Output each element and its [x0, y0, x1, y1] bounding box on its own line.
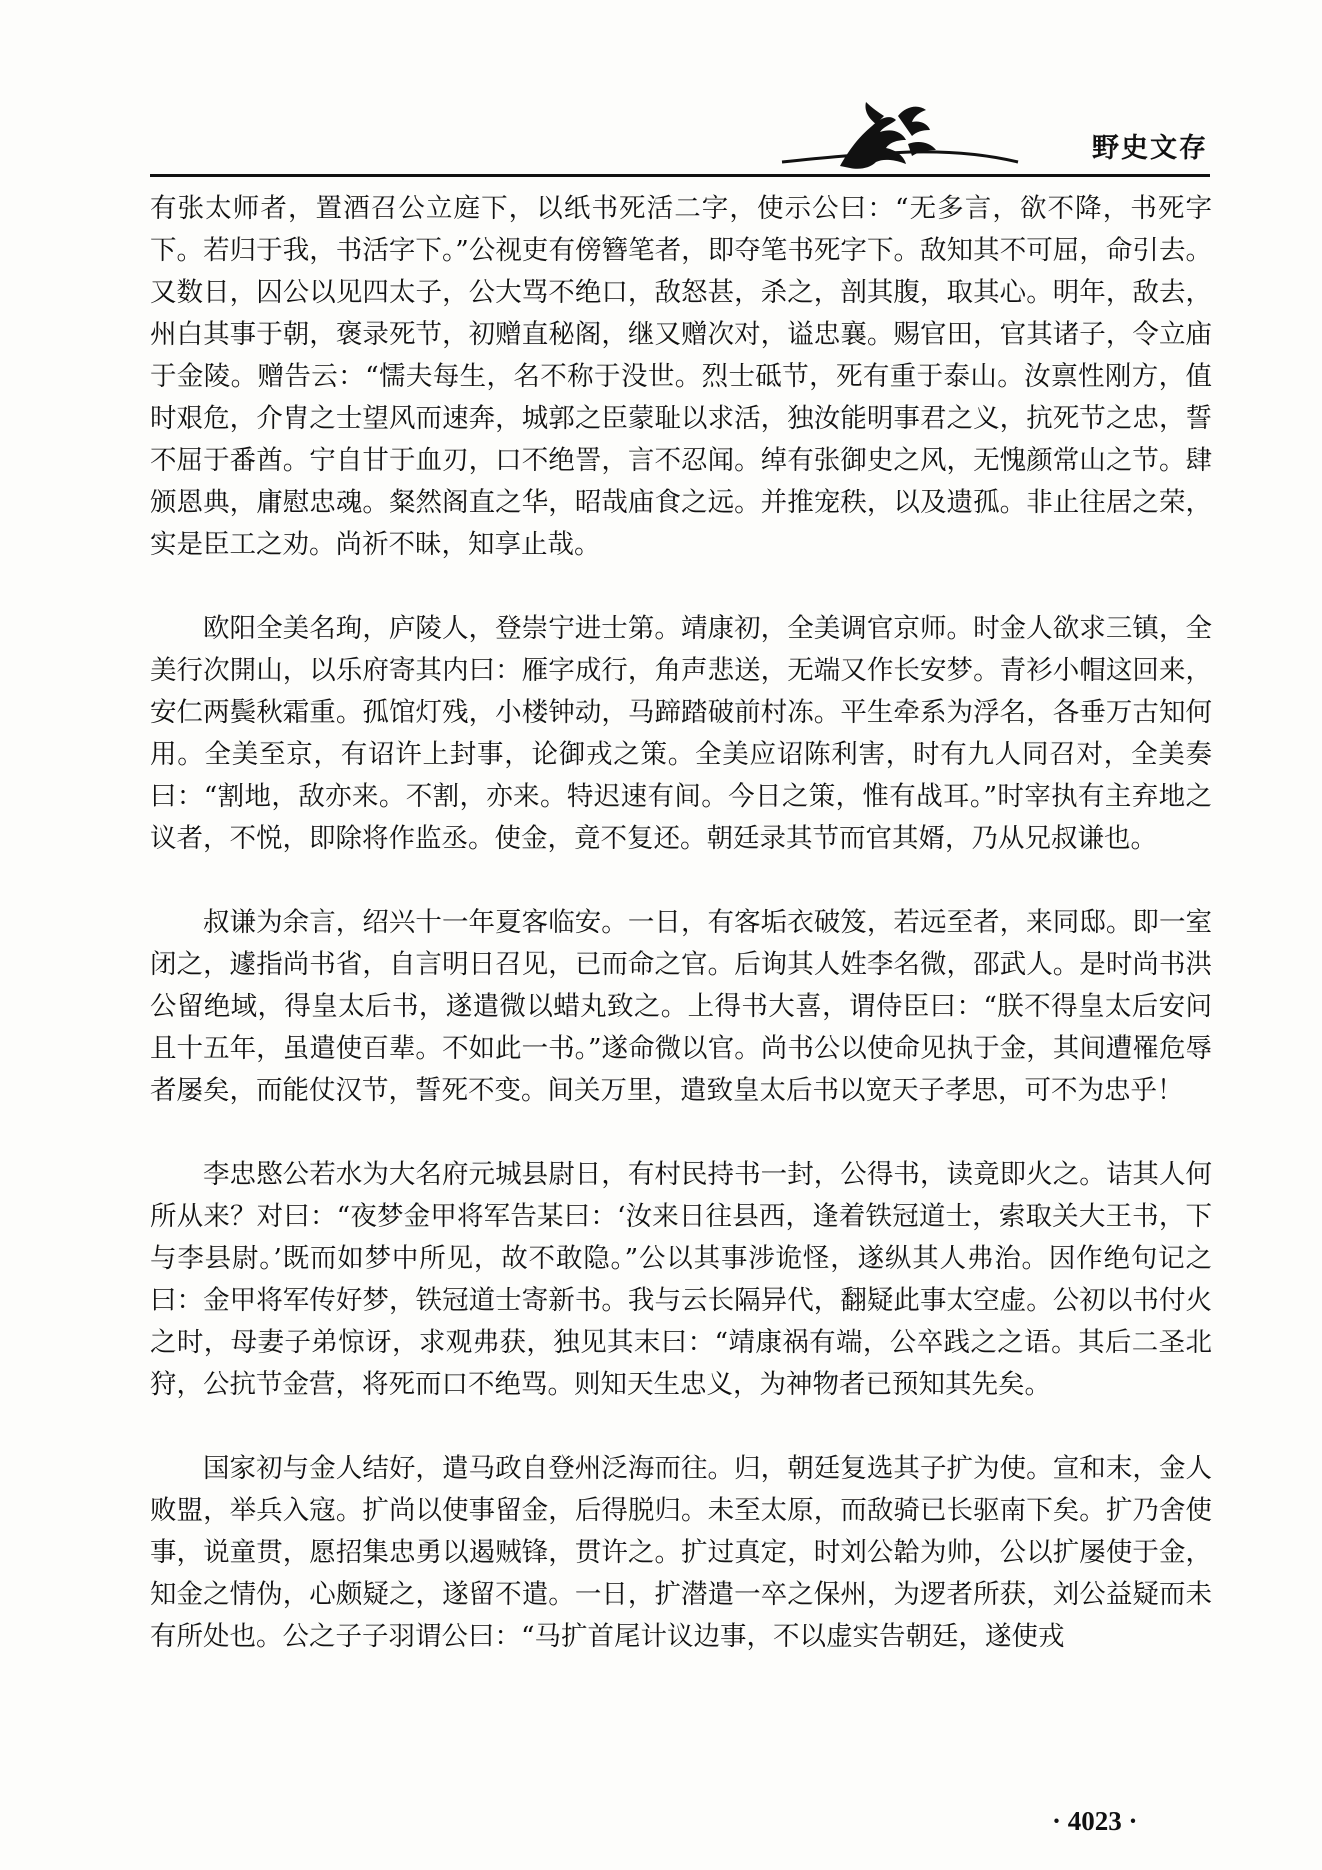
header-divider — [150, 174, 1210, 177]
body-text — [150, 188, 1212, 1700]
paragraph-3: 叔谦为余言，绍兴十一年夏客临安。一日，有客垢衣破笈，若远至者，来同邸。即一室闭之，遽指尚书省，自言明日召见，已而命之官。后询其人姓李名微，邵武人。是时尚书洪公留绝域，得皇太后书，遂遣微以蜡丸致之。上得书大喜，谓侍臣曰：“朕不得皇太后安问且十五年，虽遣使百辈。不如此一书。”遂命微以官。尚书公以使命见执于金，其间遭罹危辱者屡矣，而能仗汉节，誓死不变。间关万里，遣致皇太后书以宽天子孝思，可不为忠乎！ — [150, 907, 1212, 1106]
paragraph-5: 国家初与金人结好，遣马政自登州泛海而往。归，朝廷复选其子扩为使。宣和末，金人败盟，举兵入寇。扩尚以使事留金，后得脱归。未至太原，而敌骑已长驱南下矣。扩乃舍使事，说童贯，愿招集忠勇以遏贼锋，贯许之。扩过真定，时刘公韐为帅，公以扩屡使于金，知金之情伪，心颇疑之，遂留不遣。一日，扩潜遣一卒之保州，为逻者所获，刘公益疑而未有所处也。公之子子羽谓公曰：“马扩首尾计议边事，不以虚实告朝廷，遂使戎 — [150, 1453, 1212, 1652]
dragon-emblem-icon — [780, 96, 1020, 178]
page-header — [150, 96, 1210, 178]
page-number: · 4023 · — [1052, 1806, 1138, 1836]
header-title: 野史文存 — [1092, 133, 1208, 164]
paragraph-1: 有张太师者，置酒召公立庭下，以纸书死活二字，使示公曰：“无多言，欲不降，书死字下。若归于我，书活字下。”公视吏有傍簪笔者，即夺笔书死字下。敌知其不可屈，命引去。又数日，囚公以见四太子，公大骂不绝口，敌怒甚，杀之，剖其腹，取其心。明年，敌去，州白其事于朝，褒录死节，初赠直秘阁，继又赠次对，谥忠襄。赐官田，官其诸子，令立庙于金陵。赠告云：“懦夫每生，名不称于没世。烈士砥节，死有重于泰山。汝禀性刚方，值时艰危，介胄之士望风而速奔，城郭之臣蒙耻以求活，独汝能明事君之义，抗死节之忠，誓不屈于番酋。宁自甘于血刃，口不绝詈，言不忍闻。绰有张御史之风，无愧颜常山之节。肆颁恩典，庸慰忠魂。粲然阁直之华，昭哉庙食之远。并推宠秩，以及遗孤。非止往居之荣，实是臣工之劝。尚祈不昧，知享止哉。 — [150, 193, 1212, 560]
paragraph-4: 李忠愍公若水为大名府元城县尉日，有村民持书一封，公得书，读竟即火之。诘其人何所从来？对曰：“夜梦金甲将军告某曰：‘汝来日往县西，逢着铁冠道士，索取关大王书，下与李县尉。’既而如梦中所见，故不敢隐。”公以其事涉诡怪，遂纵其人弗治。因作绝句记之曰：金甲将军传好梦，铁冠道士寄新书。我与云长隔异代，翻疑此事太空虚。公初以书付火之时，母妻子弟惊讶，求观弗获，独见其末曰：“靖康祸有端，公卒践之之语。其后二圣北狩，公抗节金营，将死而口不绝骂。则知天生忠义，为神物者已预知其先矣。 — [150, 1159, 1212, 1400]
paragraph-2: 欧阳全美名珣，庐陵人，登崇宁进士第。靖康初，全美调官京师。时金人欲求三镇，全美行次開山，以乐府寄其内曰：雁字成行，角声悲送，无端又作长安梦。青衫小帽这回来，安仁两鬓秋霜重。孤馆灯残，小楼钟动，马蹄踏破前村冻。平生牵系为浮名，各垂万古知何用。全美至京，有诏许上封事，论御戎之策。全美应诏陈利害，时有九人同召对，全美奏曰：“割地，敌亦来。不割，亦来。特迟速有间。今日之策，惟有战耳。”时宰执有主弃地之议者，不悦，即除将作监丞。使金，竟不复还。朝廷录其节而官其婿，乃从兄叔谦也。 — [150, 613, 1212, 854]
